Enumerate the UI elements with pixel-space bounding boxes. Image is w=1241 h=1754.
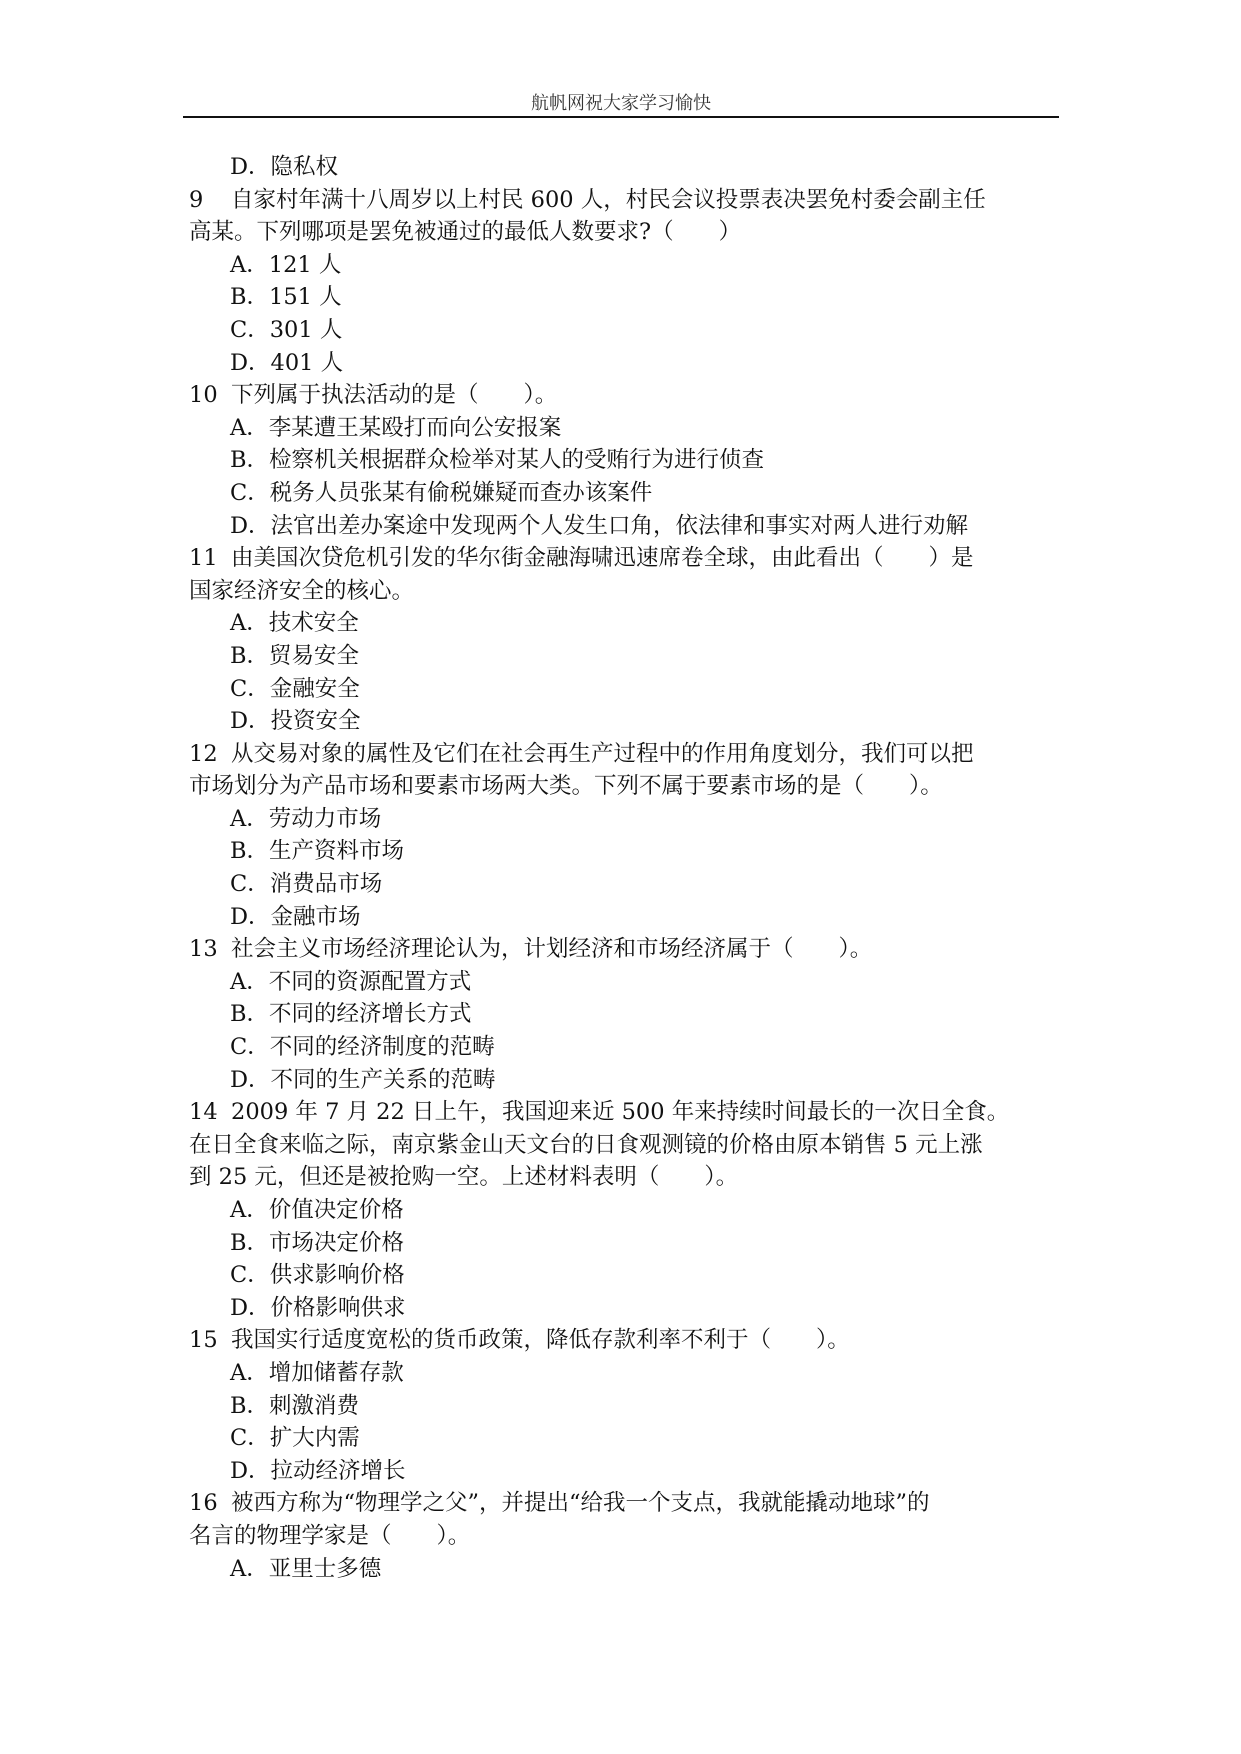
question-text: 社会主义市场经济理论认为，计划经济和市场经济属于（ ）。: [231, 936, 873, 963]
answer-option: B．151 人: [230, 284, 342, 311]
answer-option: D．金融市场: [230, 903, 361, 930]
question-text: 自家村年满十八周岁以上村民 600 人，村民会议投票表决罢免村委会副主任: [231, 186, 986, 213]
question-stem: [189, 542, 1065, 575]
answer-option: C．301 人: [230, 316, 343, 343]
question-text-continued: 国家经济安全的核心。: [189, 577, 415, 604]
question-stem: [189, 1487, 1065, 1520]
answer-option: A．李某遭王某殴打而向公安报案: [230, 414, 562, 441]
question-stem: [189, 184, 1065, 217]
answer-option: A．121 人: [230, 251, 342, 278]
answer-option: D．投资安全: [230, 708, 361, 735]
answer-option: B．贸易安全: [230, 642, 360, 669]
question-text: 由美国次贷危机引发的华尔街金融海啸迅速席卷全球，由此看出（ ）是: [231, 545, 974, 572]
answer-option: B．检察机关根据群众检举对某人的受贿行为进行侦查: [230, 447, 765, 474]
answer-option: A．不同的资源配置方式: [230, 968, 472, 995]
answer-option: A．亚里士多德: [230, 1555, 382, 1582]
question-text: 2009 年 7 月 22 日上午，我国迎来近 500 年来持续时间最长的一次日全食。: [231, 1099, 1010, 1126]
question-stem: [189, 738, 1065, 771]
answer-option: D．价格影响供求: [230, 1294, 406, 1321]
answer-option: A．增加储蓄存款: [230, 1359, 404, 1386]
question-number: 14: [189, 1099, 218, 1126]
question-number: 9: [189, 186, 204, 213]
answer-option: C．消费品市场: [230, 871, 383, 898]
question-text: 下列属于执法活动的是（ ）。: [231, 382, 558, 409]
answer-option: D．拉动经济增长: [230, 1457, 406, 1484]
answer-option: B．不同的经济增长方式: [230, 1001, 472, 1028]
answer-option: C．供求影响价格: [230, 1262, 405, 1289]
answer-option: C．扩大内需: [230, 1425, 360, 1452]
question-text: 我国实行适度宽松的货币政策，降低存款利率不利于（ ）。: [231, 1327, 850, 1354]
question-text-continued: 名言的物理学家是（ ）。: [189, 1522, 471, 1549]
question-number: 13: [189, 936, 218, 963]
answer-option: A．劳动力市场: [230, 805, 382, 832]
answer-option: D．法官出差办案途中发现两个人发生口角，依法律和事实对两人进行劝解: [230, 512, 969, 539]
question-text-continued: 在日全食来临之际，南京紫金山天文台的日食观测镜的价格由原本销售 5 元上涨: [189, 1131, 983, 1158]
page-header: [183, 86, 1059, 118]
question-number: 16: [189, 1490, 218, 1517]
answer-option: C．税务人员张某有偷税嫌疑而查办该案件: [230, 479, 653, 506]
header-title: 航帆网祝大家学习愉快: [531, 93, 711, 114]
question-number: 10: [189, 382, 218, 409]
answer-option: D．401 人: [230, 349, 344, 376]
question-text: 从交易对象的属性及它们在社会再生产过程中的作用角度划分，我们可以把: [231, 740, 974, 767]
question-list: [189, 151, 1065, 1585]
answer-option: B．市场决定价格: [230, 1229, 405, 1256]
answer-option: B．刺激消费: [230, 1392, 360, 1419]
question-stem: [189, 1096, 1065, 1129]
answer-option: B．生产资料市场: [230, 838, 405, 865]
answer-option: D．不同的生产关系的范畴: [230, 1066, 496, 1093]
question-number: 15: [189, 1327, 218, 1354]
question-text: 被西方称为“物理学之父”，并提出“给我一个支点，我就能撬动地球”的: [231, 1490, 930, 1517]
answer-option: A．价值决定价格: [230, 1197, 404, 1223]
answer-option: C．金融安全: [230, 675, 360, 702]
question-stem: [189, 1324, 1065, 1357]
answer-option: D．隐私权: [230, 154, 339, 180]
question-number: 11: [189, 545, 218, 572]
question-text-continued: 高某。下列哪项是罢免被通过的最低人数要求?（ ）: [189, 219, 742, 246]
question-stem: [189, 933, 1065, 966]
answer-option: C．不同的经济制度的范畴: [230, 1034, 495, 1061]
question-text-continued: 市场划分为产品市场和要素市场两大类。下列不属于要素市场的是（ ）。: [189, 773, 943, 800]
question-text-continued: 到 25 元，但还是被抢购一空。上述材料表明（ ）。: [189, 1164, 739, 1191]
answer-option: A．技术安全: [230, 610, 359, 637]
question-stem: [189, 379, 1065, 412]
question-number: 12: [189, 740, 218, 767]
